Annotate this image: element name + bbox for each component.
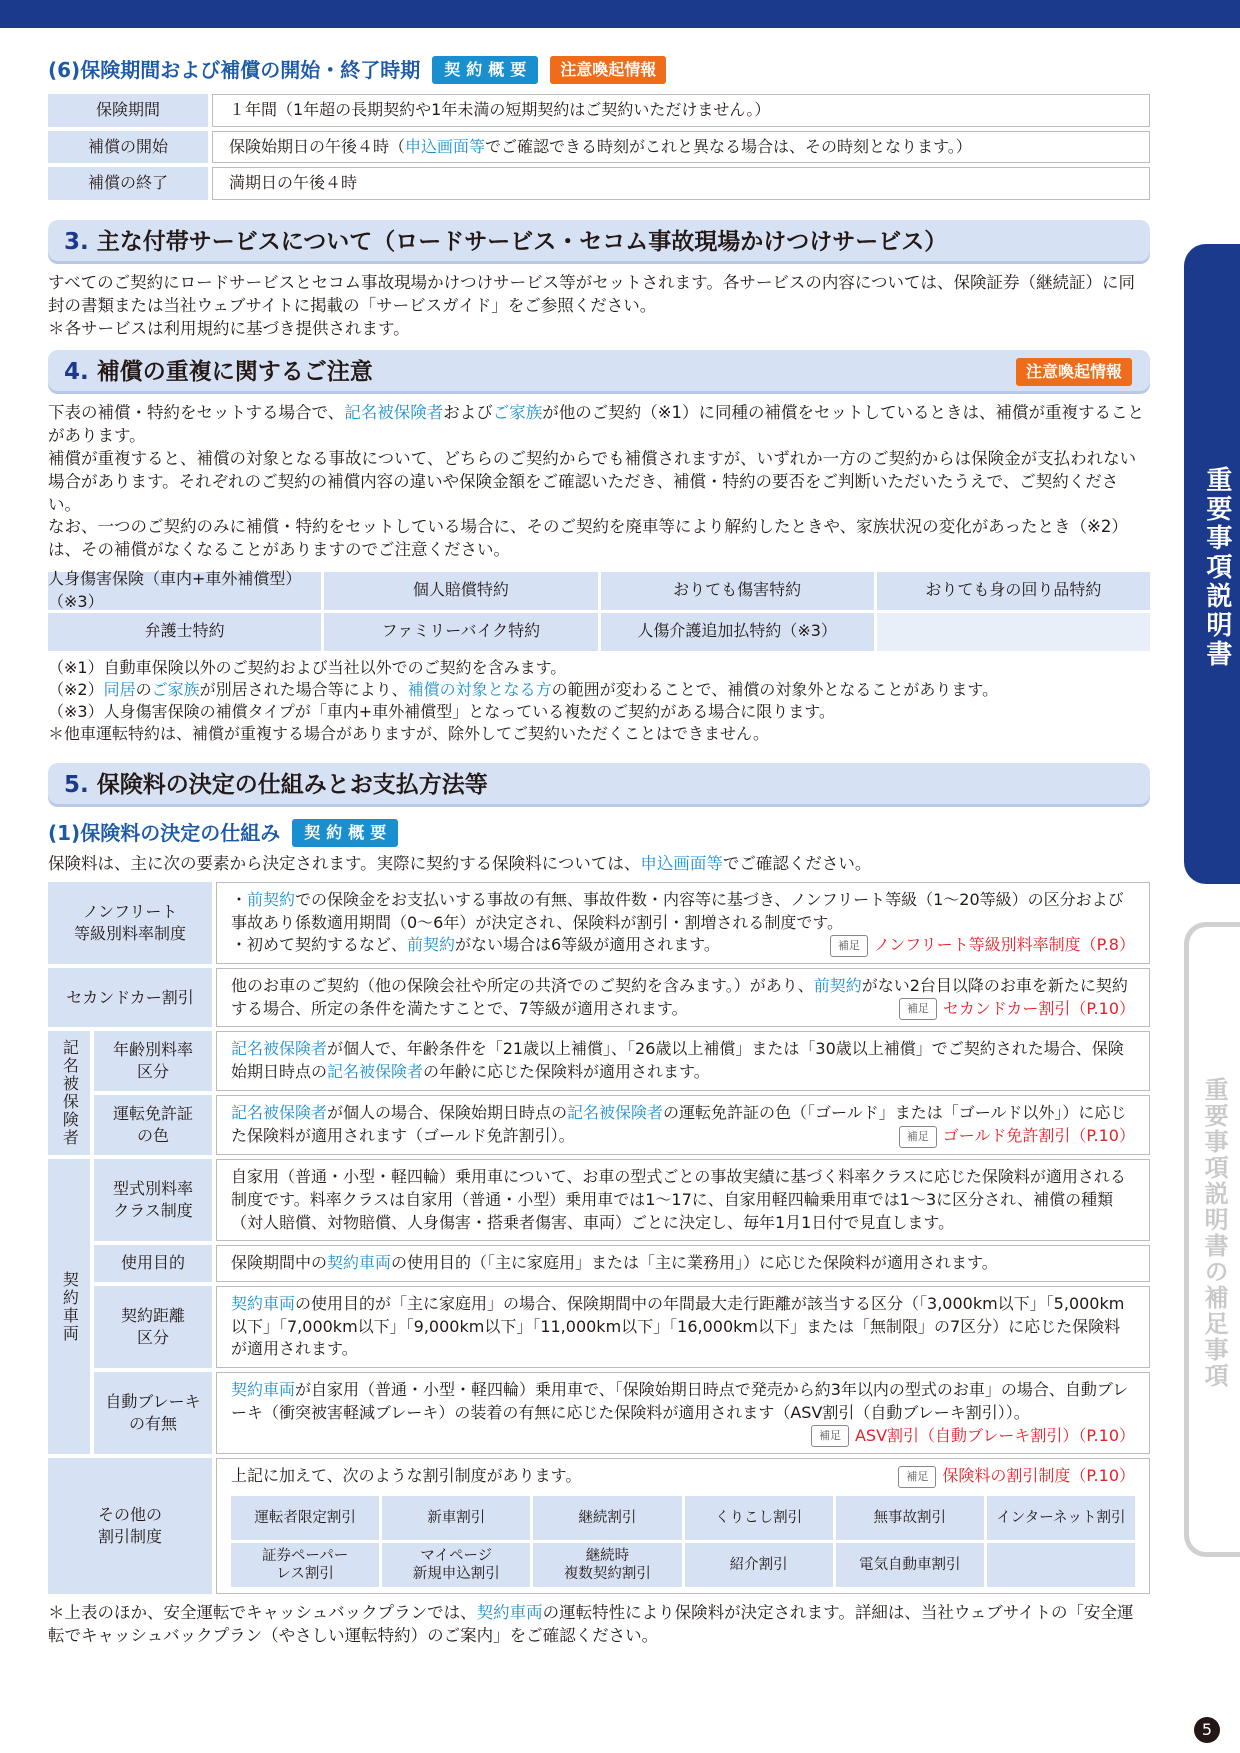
grid-item: 弁護士特約	[48, 613, 321, 651]
section-3-header: 3. 主な付帯サービスについて（ロードサービス・セコム事故現場かけつけサービス）	[48, 220, 1150, 264]
gold-license-reference-link[interactable]: 補足 ゴールド免許割引（P.10）	[231, 1125, 1135, 1148]
caution-info-tag: 注意喚起情報	[550, 56, 666, 84]
auto-brake-label: 自動ブレーキ の有無	[94, 1372, 212, 1454]
model-class-label: 型式別料率 クラス制度	[94, 1159, 212, 1241]
coverage-start-value: 保険始期日の午後４時（申込画面等でご確認できる時刻がこれと異なる場合は、その時刻となります。）	[212, 131, 1150, 164]
auto-brake-value: 契約車両が自家用（普通・小型・軽四輪）乗用車で、「保険始期日時点で発売から約3年以内の型式のお車」の場合、自動ブレーキ（衝突被害軽減ブレーキ）の装着の有無に応じた保険料が適用されます（ASV割引（自動ブレーキ割引））。 補足 ASV割引（自動ブレーキ割引）（P.10）	[216, 1372, 1150, 1454]
discount-item: マイページ 新規申込割引	[382, 1543, 530, 1587]
license-value: 記名被保険者が個人の場合、保険始期日時点の記名被保険者の運転免許証の色（「ゴールド」または「ゴールド以外」）に応じた保険料が適用されます（ゴールド免許割引）。 補足 ゴールド免許割引（P.10）	[216, 1095, 1150, 1155]
discount-grid	[231, 1496, 1135, 1587]
section-3-body: すべてのご契約にロードサービスとセコム事故現場かけつけサービス等がセットされます。各サービスの内容については、保険証券（継続証）に同封の書類または当社ウェブサイトに掲載の「サービスガイド」をご参照ください。 ＊各サービスは利用規約に基づき提供されます。	[48, 273, 1136, 338]
book-icon: 補足	[899, 998, 937, 1020]
period-table	[48, 94, 1150, 200]
grid-item: 人身傷害保険（車内+車外補償型）（※3）	[48, 572, 321, 610]
side-tab-important-matters[interactable]: 重要事項説明書	[1184, 244, 1240, 884]
book-icon: 補足	[830, 935, 868, 957]
section-6-title: (6)保険期間および補償の開始・終了時期	[48, 57, 421, 82]
section-5-title: 保険料の決定の仕組みとお支払方法等	[96, 771, 488, 798]
section-5-footnote: ＊上表のほか、安全運転でキャッシュバックプランでは、契約車両の運転特性により保険料が決定されます。詳細は、当社ウェブサイトの「安全運転でキャッシュバックプラン（やさしい運転特約）のご案内」をご確認ください。	[48, 1602, 1134, 1645]
discount-item: 紹介割引	[685, 1543, 833, 1587]
discount-item: 無事故割引	[836, 1496, 984, 1540]
distance-label: 契約距離 区分	[94, 1286, 212, 1368]
second-car-value: 他のお車のご契約（他の保険会社や所定の共済でのご契約を含みます。）があり、前契約がない2台目以降のお車を新たに契約する場合、所定の条件を満たすことで、7等級が適用されます。 補足 セカンドカー割引（P.10）	[216, 968, 1150, 1027]
discount-item: 新車割引	[382, 1496, 530, 1540]
discount-item: 継続割引	[533, 1496, 681, 1540]
use-purpose-value: 保険期間中の契約車両の使用目的（「主に家庭用」または「主に業務用」）に応じた保険料が適用されます。	[216, 1245, 1150, 1282]
discount-item: 電気自動車割引	[836, 1543, 984, 1587]
nonfleet-reference-link[interactable]: 補足 ノンフリート等級別料率制度（P.8）	[830, 934, 1135, 957]
top-bar	[0, 0, 1240, 28]
period-value: １年間（1年超の長期契約や1年未満の短期契約はご契約いただけません。）	[212, 94, 1150, 127]
discount-item: 証券ペーパー レス割引	[231, 1543, 379, 1587]
nonfleet-value: ・前契約での保険金をお支払いする事故の有無、事故件数・内容等に基づき、ノンフリート等級（1～20等級）の区分および事故あり係数適用期間（0～6年）が決定され、保険料が割引・割増される制度です。 ・初めて契約するなど、前契約がない場合は6等級が適用されます。 補足 ノンフリート等級別料率制度（P.8）	[216, 882, 1150, 964]
section-4-title: 補償の重複に関するご注意	[96, 359, 373, 386]
use-purpose-label: 使用目的	[94, 1245, 212, 1282]
vehicle-group-label: 契約車両	[48, 1159, 90, 1454]
grid-item: 個人賠償特約	[324, 572, 597, 610]
book-icon: 補足	[899, 1126, 937, 1148]
discount-item: 運転者限定割引	[231, 1496, 379, 1540]
discount-item-empty	[987, 1543, 1135, 1587]
age-label: 年齢別料率 区分	[94, 1031, 212, 1090]
coverage-end-label: 補償の終了	[48, 167, 208, 200]
grid-item: ファミリーバイク特約	[324, 613, 597, 651]
section-6-heading	[48, 52, 1150, 88]
side-tab-supplement[interactable]: 重要事項説明書の補足事項	[1184, 922, 1240, 1557]
book-icon: 補足	[811, 1425, 849, 1447]
discount-item: インターネット割引	[987, 1496, 1135, 1540]
coverage-start-label: 補償の開始	[48, 131, 208, 164]
caution-info-tag: 注意喚起情報	[1016, 358, 1132, 386]
other-discounts-value: 上記に加えて、次のような割引制度があります。 補足 保険料の割引制度（P.10） 運転者限定割引 新車割引 継続割引 くりこし割引 無事故割引 インターネット割引 証券ペーパー レス割引 マイページ 新規申込割引 継続時 複数契約割引 紹介割引 電気自動車割引	[216, 1458, 1150, 1594]
section-4-body: 下表の補償・特約をセットする場合で、記名被保険者およびご家族が他のご契約（※1）に同種の補償をセットしているときは、補償が重複することがあります。 補償が重複すると、補償の対象となる事故について、どちらのご契約からでも補償されますが、いずれか一方のご契約からは保険金が支払われない場合があります。それぞれのご契約の補償内容の違いや保険金額をご確認いただき、補償・特約の要否をご判断いただいたうえで、ご契約ください。 なお、一つのご契約のみに補償・特約をセットしている場合に、そのご契約を廃車等により解約したときや、家族状況の変化があったとき（※2）は、その補償がなくなることがありますのでご注意ください。	[48, 403, 1145, 560]
section-3-title: 主な付帯サービスについて（ロードサービス・セコム事故現場かけつけサービス）	[96, 228, 948, 255]
section-5-intro: 保険料は、主に次の要素から決定されます。実際に契約する保険料については、申込画面等でご確認ください。	[48, 854, 872, 874]
model-class-value: 自家用（普通・小型・軽四輪）乗用車について、お車の型式ごとの事故実績に基づく料率クラスに応じた保険料が適用される制度です。料率クラスは自家用（普通・小型）乗用車では1～17に、自家用軽四輪乗用車では1～3に区分され、補償の種類（対人賠償、対物賠償、人身傷害・搭乗者傷害、車両）ごとに決定し、毎年1月1日付で見直します。	[216, 1159, 1150, 1241]
contract-summary-tag: 契約概要	[292, 819, 398, 847]
grid-item-empty	[877, 613, 1150, 651]
section-5-header: 5. 保険料の決定の仕組みとお支払方法等	[48, 763, 1150, 807]
premium-factors-table	[48, 882, 1150, 1594]
period-label: 保険期間	[48, 94, 208, 127]
discount-reference-link[interactable]: 補足 保険料の割引制度（P.10）	[898, 1465, 1135, 1488]
section-4-header: 4. 補償の重複に関するご注意 注意喚起情報	[48, 350, 1150, 394]
asv-reference-link[interactable]: 補足 ASV割引（自動ブレーキ割引）（P.10）	[231, 1425, 1135, 1448]
nonfleet-label: ノンフリート 等級別料率制度	[48, 882, 212, 964]
vehicle-group	[48, 1159, 1150, 1454]
main-content	[48, 52, 1150, 1648]
second-car-label: セカンドカー割引	[48, 968, 212, 1027]
overlap-items-grid	[48, 569, 1150, 651]
book-icon: 補足	[898, 1466, 936, 1488]
grid-item: おりても傷害特約	[601, 572, 874, 610]
insured-group	[48, 1031, 1150, 1155]
page-number: 5	[1194, 1717, 1220, 1743]
section-5-1-title: (1)保険料の決定の仕組み	[48, 820, 281, 845]
grid-item: おりても身の回り品特約	[877, 572, 1150, 610]
grid-item: 人傷介護追加払特約（※3）	[601, 613, 874, 651]
discount-item: くりこし割引	[685, 1496, 833, 1540]
section-5-1-heading	[48, 815, 1150, 851]
other-discounts-label: その他の 割引制度	[48, 1458, 212, 1594]
insured-group-label: 記名被保険者	[48, 1031, 90, 1155]
second-car-reference-link[interactable]: 補足 セカンドカー割引（P.10）	[899, 998, 1135, 1021]
discount-item: 継続時 複数契約割引	[533, 1543, 681, 1587]
age-value: 記名被保険者が個人で、年齢条件を「21歳以上補償」、「26歳以上補償」または「30歳以上補償」でご契約された場合、保険始期日時点の記名被保険者の年齢に応じた保険料が適用されます。	[216, 1031, 1150, 1090]
distance-value: 契約車両の使用目的が「主に家庭用」の場合、保険期間中の年間最大走行距離が該当する区分（「3,000km以下」「5,000km以下」「7,000km以下」「9,000km以下」「11,000km以下」「16,000km以下」または「無制限」の7区分）に応じた保険料が適用されます。	[216, 1286, 1150, 1368]
section-4-notes: （※1）自動車保険以外のご契約および当社以外でのご契約を含みます。 （※2）同居のご家族が別居された場合等により、補償の対象となる方の範囲が変わることで、補償の対象外となることがあります。 （※3）人身傷害保険の補償タイプが「車内+車外補償型」となっている複数のご契約がある場合に限ります。 ＊他車運転特約は、補償が重複する場合がありますが、除外してご契約いただくことはできません。	[48, 657, 999, 744]
coverage-end-value: 満期日の午後４時	[212, 167, 1150, 200]
contract-summary-tag: 契約概要	[432, 56, 538, 84]
license-label: 運転免許証 の色	[94, 1095, 212, 1155]
